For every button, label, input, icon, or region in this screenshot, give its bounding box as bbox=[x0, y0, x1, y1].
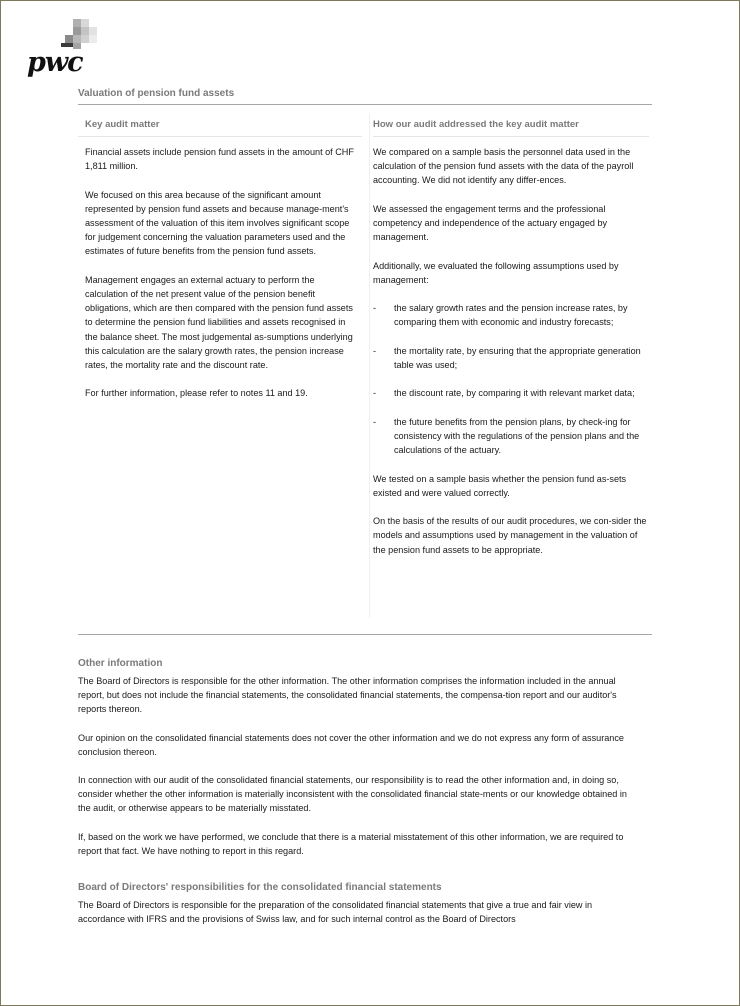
list-item-text: the salary growth rates and the pension increase rates, by comparing them with economic and industry forecasts; bbox=[394, 303, 628, 328]
section-end-rule bbox=[78, 634, 652, 635]
list-item-text: the future benefits from the pension plans, by check-ing for consistency with the regulations of the pension plans and the calculations of the actuary. bbox=[394, 416, 640, 456]
list-item bbox=[373, 301, 649, 329]
section-rule bbox=[78, 104, 652, 105]
bullet-marker: - bbox=[373, 416, 377, 427]
bullet-marker: - bbox=[373, 388, 377, 399]
kam-left-paragraph: Management engages an external actuary to perform the calculation of the net present value of the pension benefit obligations, which are then compared with the pension fund assets to determine the pension fund liabilities and assets recognised in the balance sheet. The most judgemental as-sumptions underlying this calculation are the salary growth rates, the pension increase rates, the mortality rate and the discount rate. bbox=[85, 274, 353, 371]
body-paragraph: If, based on the work we have performed, we conclude that there is a material misstatement of this other information, we are required to report that fact. We have nothing to report in this regard. bbox=[78, 831, 624, 856]
board-responsibilities-section bbox=[78, 882, 638, 941]
body-paragraph: Our opinion on the consolidated financial statements does not cover the other information and we do not express any form of assurance conclusion thereon. bbox=[78, 732, 624, 757]
assumptions-list bbox=[373, 301, 649, 457]
board-responsibilities-title: Board of Directors' responsibilities for the consolidated financial statements bbox=[78, 882, 442, 893]
other-information-section bbox=[78, 658, 638, 872]
kam-left-paragraph: Financial assets include pension fund assets in the amount of CHF 1,811 million. bbox=[85, 147, 354, 172]
pwc-logo bbox=[27, 19, 107, 79]
list-item-text: the mortality rate, by ensuring that the appropriate generation table was used; bbox=[394, 345, 641, 370]
key-audit-matter-section bbox=[78, 88, 652, 571]
kam-right-paragraph: We assessed the engagement terms and the professional competency and independence of the actuary engaged by management. bbox=[373, 203, 608, 243]
key-audit-matter-header: Key audit matter bbox=[78, 112, 362, 137]
kam-right-paragraph: We compared on a sample basis the personnel data used in the calculation of the pension fund assets with the data of the payroll accounting. We did not identify any differ-ences. bbox=[373, 147, 634, 186]
kam-right-column bbox=[370, 112, 652, 571]
kam-right-paragraph: On the basis of the results of our audit procedures, we con-sider the models and assumptions used by management in the valuation of the pension fund assets to be appropriate. bbox=[373, 516, 647, 555]
kam-left-paragraph: We focused on this area because of the significant amount represented by pension fund assets and because manage-ment's assessment of the valuation of this item involves significant scope for judgement concerning the valuation parameters used and the estimates of future benefits from the pension fund assets. bbox=[85, 189, 350, 257]
list-item bbox=[373, 386, 649, 400]
body-paragraph: The Board of Directors is responsible for the other information. The other information comprises the information included in the annual report, but does not include the financial statements, the consolidated financial statements, the compensa-tion report and our auditor's reports thereon. bbox=[78, 676, 617, 715]
body-paragraph: In connection with our audit of the consolidated financial statements, our responsibility is to read the other information and, in doing so, consider whether the other information is materially inconsistent with the consolidated financial state-ments or our knowledge obtained in the audit, or otherwise appears to be materially misstated. bbox=[78, 775, 627, 814]
bullet-marker: - bbox=[373, 345, 377, 356]
audit-response-header: How our audit addressed the key audit matter bbox=[373, 112, 649, 137]
kam-section-title: Valuation of pension fund assets bbox=[78, 88, 235, 99]
body-paragraph: The Board of Directors is responsible for the preparation of the consolidated financial statements that give a true and fair view in accordance with IFRS and the provisions of Swiss law, and for such internal control as the Board of Directors bbox=[78, 900, 593, 925]
pwc-wordmark: pwc bbox=[27, 47, 83, 78]
list-item bbox=[373, 344, 649, 372]
kam-right-paragraph: We tested on a sample basis whether the pension fund as-sets existed and were valued correctly. bbox=[373, 473, 627, 498]
list-item-text: the discount rate, by comparing it with relevant market data; bbox=[394, 388, 635, 399]
kam-left-paragraph: For further information, please refer to notes 11 and 19. bbox=[85, 388, 308, 399]
kam-left-column bbox=[78, 112, 362, 571]
list-item bbox=[373, 415, 649, 458]
kam-right-paragraph: Additionally, we evaluated the following assumptions used by management: bbox=[373, 260, 619, 285]
other-information-title: Other information bbox=[78, 658, 163, 669]
bullet-marker: - bbox=[373, 303, 377, 314]
